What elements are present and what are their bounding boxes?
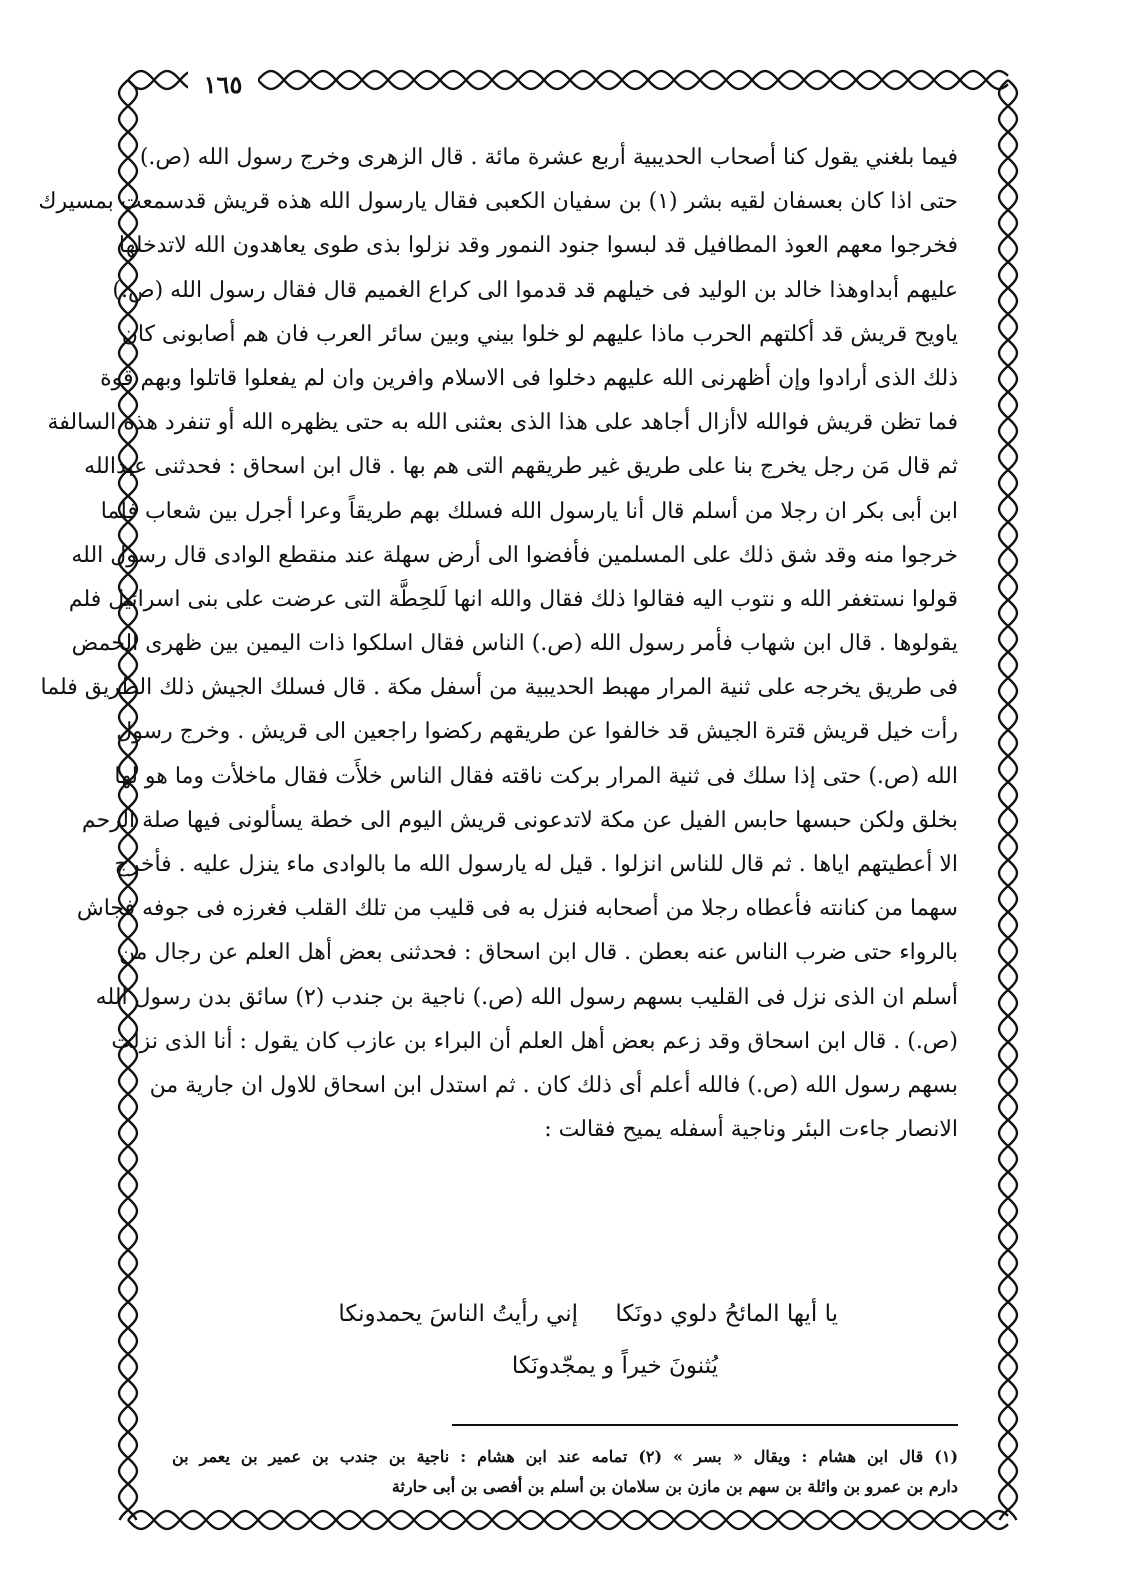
text-line: الله (ص.) حتى إذا سلك فى ثنية المرار بركت ناقته فقال الناس خلأَت فقال ماخلأت وما هو لها [114, 763, 958, 789]
text-line: عليهم أبداوهذا خالد بن الوليد فى خيلهم قد قدموا الى كراع الغميم قال فقال رسول الله (ص.) [112, 277, 958, 303]
poem-hemistich: يا أيها المائحُ دلوي دونَكا [615, 1301, 838, 1327]
text-line: فيما بلغني يقول كنا أصحاب الحديبية أربع عشرة مائة . قال الزهرى وخرج رسول الله (ص.) [139, 145, 958, 170]
poem-hemistich: إني رأيتُ الناسَ يحمدونكا [338, 1301, 578, 1327]
text-line: فخرجوا معهم العوذ المطافيل قد لبسوا جنود النمور وقد نزلوا بذى طوى يعاهدون الله لاتدخلها [118, 233, 958, 259]
text-line: فما تظن قريش فوالله لاأزال أجاهد على هذا الذى بعثنى الله به حتى يظهره الله أو تنفرد هذه السالفة [47, 410, 958, 436]
text-line: (ص.) . قال ابن اسحاق وقد زعم بعض أهل العلم أن البراء بن عازب كان يقول : أنا الذى نزلت [111, 1028, 958, 1054]
text-line: بخلق ولكن حبسها حابس الفيل عن مكة لاتدعونى قريش اليوم الى خطة يسألونى فيها صلة الرحم [81, 807, 958, 833]
text-line: الانصار جاءت البئر وناجية أسفله يميح فقالت : [544, 1117, 958, 1143]
page-number: ١٦٥ [188, 68, 258, 102]
text-line: حتى اذا كان بعسفان لقيه بشر (١) بن سفيان الكعبى فقال يارسول الله هذه قريش قدسمعت بمسيرك [38, 189, 958, 215]
footnote-divider [452, 1424, 958, 1426]
main-text [38, 136, 958, 1152]
text-line: ذلك الذى أرادوا وإن أظهرنى الله عليهم دخلوا فى الاسلام وافرين وان لم يفعلوا قاتلوا وبهم قوة [100, 365, 958, 391]
text-line: سهما من كنانته فأعطاه رجلا من أصحابه فنزل به فى قليب من تلك القلب فغرزه فى جوفه فجاش [76, 896, 958, 922]
poem-line [172, 1290, 958, 1338]
text-line: رأت خيل قريش قترة الجيش قد خالفوا عن طريقهم ركضوا راجعين الى قريش . وخرج رسول [116, 719, 958, 745]
text-line: أسلم ان الذى نزل فى القليب بسهم رسول الله (ص.) ناجية بن جندب (٢) سائق بدن رسول الله [95, 984, 958, 1010]
footnote-line: دارم بن عمرو بن وائلة بن سهم بن مازن بن سلامان بن أسلم بن أفصى بن أبى حارثة [391, 1477, 958, 1496]
text-line: بسهم رسول الله (ص.) فالله أعلم أى ذلك كان . ثم استدل ابن اسحاق للاول ان جارية من [149, 1072, 958, 1098]
footnotes [172, 1442, 958, 1502]
text-line: خرجوا منه وقد شق ذلك على المسلمين فأفضوا الى أرض سهلة عند منقطع الوادى قال رسول الله [71, 542, 958, 568]
text-line: قولوا نستغفر الله و نتوب اليه فقالوا ذلك فقال والله انها لَلحِطَّة التى عرضت على بنى اسرائيل فلم [68, 586, 958, 612]
text-line: الا أعطيتهم اياها . ثم قال للناس انزلوا . قيل له يارسول الله ما بالوادى ماء ينزل عليه . فأخرج [114, 852, 958, 877]
text-line: ياويح قريش قد أكلتهم الحرب ماذا عليهم لو خلوا بيني وبين سائر العرب فان هم أصابونى كان [121, 321, 958, 347]
text-line: فى طريق يخرجه على ثنية المرار مهبط الحديبية من أسفل مكة . قال فسلك الجيش ذلك الطريق فلما [40, 675, 958, 701]
text-line: بالرواء حتى ضرب الناس عنه بعطن . قال ابن اسحاق : فحدثنى بعض أهل العلم عن رجال من [118, 940, 958, 966]
text-line: ثم قال مَن رجل يخرج بنا على طريق غير طريقهم التى هم بها . قال ابن اسحاق : فحدثنى عبدالله [84, 454, 958, 480]
poem-line: يُثنونَ خيراً و يمجّدونَكا [511, 1353, 719, 1379]
text-line: يقولوها . قال ابن شهاب فأمر رسول الله (ص.) الناس فقال اسلكوا ذات اليمين بين ظهرى الحمض [71, 631, 958, 657]
footnote-line: (١) قال ابن هشام : ويقال « بسر » (٢) تمامه عند ابن هشام : ناجية بن جندب بن عمير بن يعمر بن [172, 1447, 959, 1466]
text-line: ابن أبى بكر ان رجلا من أسلم قال أنا يارسول الله فسلك بهم طريقاً وعرا أجرل بين شعاب فلما [100, 498, 958, 524]
